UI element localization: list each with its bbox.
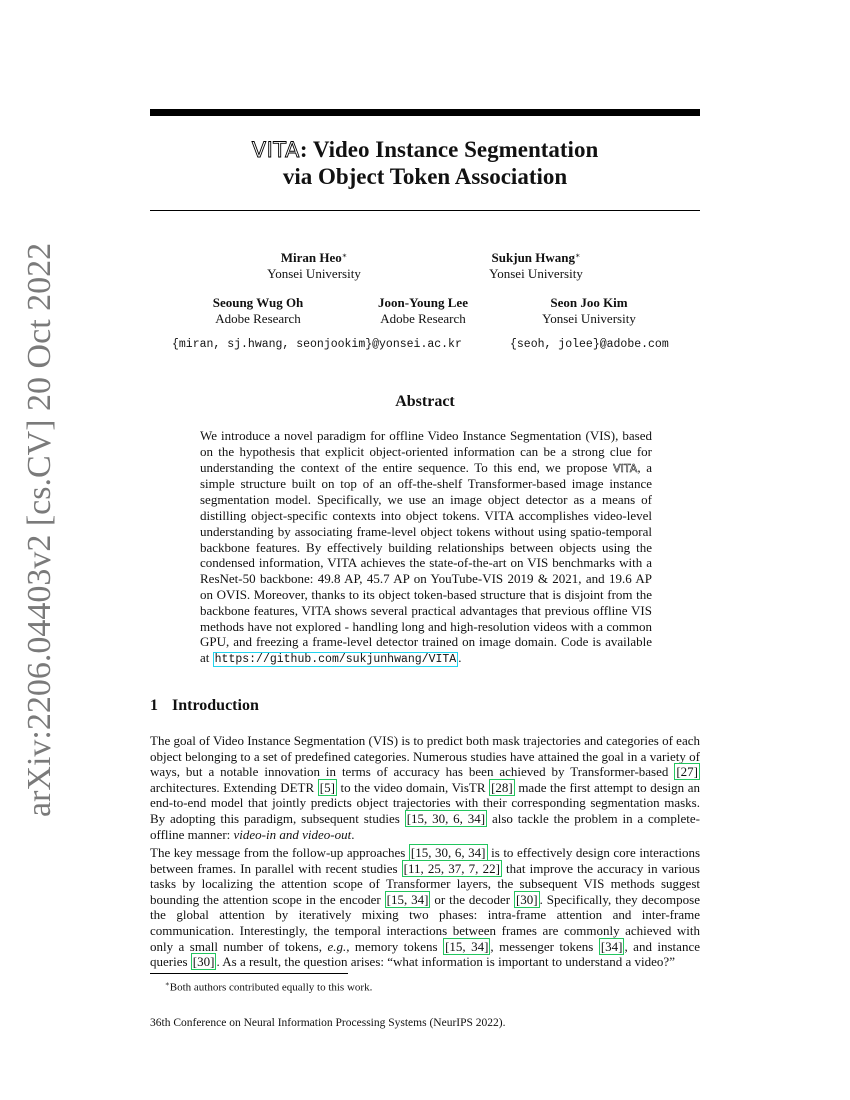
- body-text: memory tokens: [349, 938, 444, 954]
- author-affiliation: Yonsei University: [542, 311, 636, 326]
- body-text: The goal of Video Instance Segmentation (VIS) is to predict both mask trajectories and categories of each object belonging to a set of predefined categories. Numerous studies have attained the goal in a variety of ways, but a notable innovation in terms of accuracy has been achieved by Transformer-based: [150, 733, 700, 780]
- email-adobe: {seoh, jolee}@adobe.com: [510, 338, 669, 351]
- author-1: [234, 250, 394, 282]
- abstract-text: , a simple structure built on top of an off-the-shelf Transformer-based image instance segmentation model. Specifically, we use an image object detector as a means of distilling object-specific contexts into object tokens. VITA accomplishes video-level understanding by associating frame-level object tokens without using spatio-temporal backbone features. By effectively building relationships between objects using the condensed information, VITA achieves the state-of-the-art on VIS benchmarks with a ResNet-50 backbone: 49.8 AP, 45.7 AP on YouTube-VIS 2019 & 2021, and 19.6 AP on OVIS. Moreover, thanks to its object token-based structure that is disjoint from the backbone features, VITA shows several practical advantages that previous offline VIS methods have not explored - handling long and high-resolution videos with a common GPU, and freezing a frame-level detector trained on image domain. Code is available at: [200, 459, 652, 666]
- citation-link[interactable]: [30]: [192, 954, 215, 970]
- citation-link[interactable]: [5]: [319, 779, 335, 795]
- footnote-mark: ∗: [165, 980, 170, 988]
- body-text: . Specifically, they decompose the global attention by iteratively mixing two phases: intra-frame attention and inter-frame communication. Interestingly, the temporal interactions between frames are commonly achieved with only a small number of tokens,: [150, 891, 700, 954]
- code-link[interactable]: https://github.com/sukjunhwang/VITA: [214, 653, 457, 667]
- citation-link[interactable]: [15, 30, 6, 34]: [410, 845, 486, 860]
- author-2: [456, 250, 616, 282]
- abstract-text: We introduce a novel paradigm for offline Video Instance Segmentation (VIS), based on the hypothesis that explicit object-oriented information can be a strong clue for understanding the context of the entire sequence. To this end, we propose: [200, 428, 652, 475]
- citation-link[interactable]: [27]: [676, 764, 698, 780]
- author-3: [178, 295, 338, 327]
- citation-link[interactable]: [30]: [515, 891, 538, 907]
- body-text: , and instance queries: [150, 938, 700, 970]
- emphasis-text: e.g.,: [327, 938, 350, 954]
- equal-contrib-mark: ∗: [575, 251, 581, 260]
- body-text: architectures. Extending DETR: [150, 779, 318, 795]
- abstract-text: .: [458, 650, 462, 666]
- title-rest: : Video Instance Segmentation: [299, 137, 599, 162]
- equal-contrib-mark: ∗: [341, 251, 348, 260]
- abstract-heading: Abstract: [395, 393, 455, 410]
- citation-link[interactable]: [28]: [491, 779, 513, 795]
- author-name: Joon-Young Lee: [378, 295, 468, 310]
- body-text: or the decoder: [430, 891, 514, 907]
- body-text: made the first attempt to design an end-to-end model that jointly predicts object trajectories with their corresponding segmentation masks. By adopting this paradigm, subsequent studies: [150, 779, 700, 826]
- author-name: Sukjun Hwang: [491, 250, 576, 265]
- citation-link[interactable]: [34]: [600, 938, 623, 954]
- author-name: Seoung Wug Oh: [212, 295, 304, 310]
- body-text: The key message from the follow-up approaches: [150, 845, 409, 860]
- vita-inline-logo: VITA: [613, 461, 638, 475]
- section-heading: [150, 697, 259, 715]
- paper-title-line2: via Object Token Association: [282, 164, 568, 189]
- abstract-body: [200, 428, 652, 668]
- title-bottom-rule: [150, 210, 700, 211]
- author-affiliation: Yonsei University: [267, 266, 361, 281]
- body-text: , messenger tokens: [490, 938, 599, 954]
- body-text: also tackle the problem in a complete-offline manner:: [150, 810, 700, 842]
- body-text: that improve the accuracy in various tasks by localizing the attention scope of Transformer layers, the subsequent VIS methods suggest bounding the attention scope in the encoder: [150, 860, 700, 907]
- arxiv-stamp: arXiv:2206.04403v2 [cs.CV] 20 Oct 2022: [21, 242, 58, 817]
- body-text: .: [351, 826, 355, 842]
- author-4: [343, 295, 503, 327]
- paper-title-line1: [150, 136, 700, 164]
- citation-link[interactable]: [15, 34]: [445, 938, 489, 954]
- emphasis-text: video-in and video-out: [233, 826, 352, 842]
- author-5: [509, 295, 669, 327]
- author-affiliation: Adobe Research: [215, 311, 301, 326]
- footnote: [165, 977, 372, 995]
- author-affiliation: Yonsei University: [489, 266, 583, 281]
- author-name: Miran Heo: [280, 250, 342, 265]
- author-affiliation: Adobe Research: [380, 311, 466, 326]
- author-name: Seon Joo Kim: [550, 295, 628, 310]
- intro-paragraph-1: [150, 733, 700, 842]
- footnote-text: Both authors contributed equally to this work.: [169, 981, 373, 994]
- body-text: to the video domain, VisTR: [336, 779, 490, 795]
- body-text: . As a result, the question arises: “what information is important to understand a video?”: [216, 954, 675, 970]
- conference-note: 36th Conference on Neural Information Processing Systems (NeurIPS 2022).: [150, 1017, 506, 1029]
- citation-link[interactable]: [15, 30, 6, 34]: [406, 810, 486, 826]
- intro-paragraph-2: [150, 845, 700, 970]
- vita-logo-text: VITA: [251, 138, 300, 162]
- footnote-rule: [150, 973, 348, 974]
- section-number: 1: [150, 697, 158, 714]
- email-yonsei: {miran, sj.hwang, seonjookim}@yonsei.ac.kr: [172, 338, 462, 351]
- title-top-rule: [150, 109, 700, 116]
- body-text: is to effectively design core interactions between frames. In parallel with recent studies: [150, 845, 700, 876]
- citation-link[interactable]: [15, 34]: [386, 891, 429, 907]
- section-title: Introduction: [172, 697, 259, 714]
- citation-link[interactable]: [11, 25, 37, 7, 22]: [403, 860, 500, 876]
